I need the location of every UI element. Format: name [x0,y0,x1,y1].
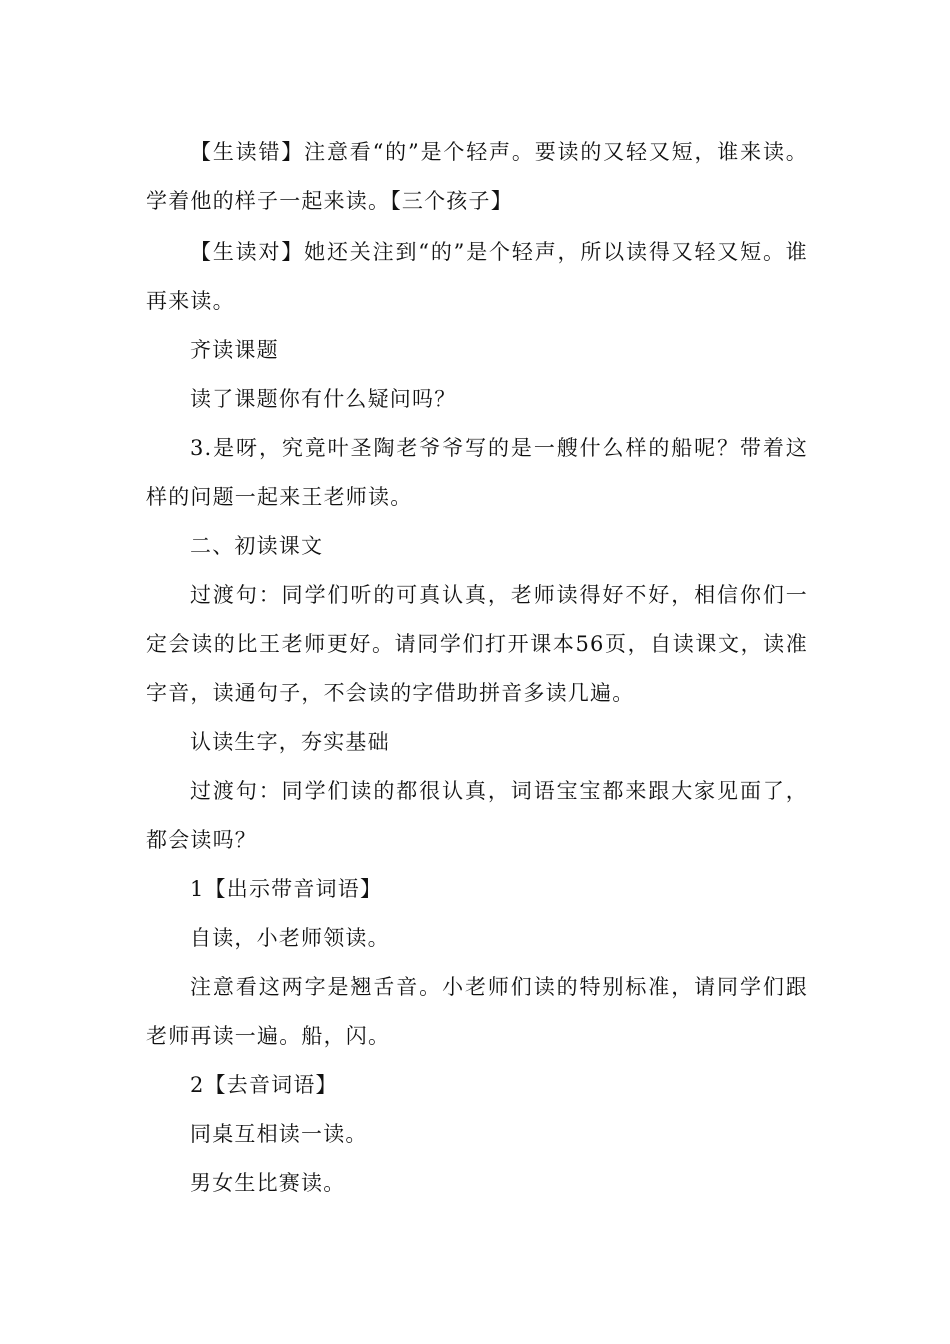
paragraph-self-read: 自读，小老师领读。 [190,926,390,950]
paragraph-desk-mate-read: 同桌互相读一读。 [190,1122,368,1146]
paragraph-retroflex-note: 注意看这两字是翘舌音。小老师们读的特别标准，请同学们跟老师再读一遍。船，闪。 [146,975,808,1048]
paragraph-recognize-characters: 认读生字，夯实基础 [190,730,390,754]
paragraph-question: 读了课题你有什么疑问吗？ [190,387,457,411]
paragraph-transition-1: 过渡句：同学们听的可真认真，老师读得好不好，相信你们一定会读的比王老师更好。请同学们打开课本56页，自读课文，读准字音，读通句子，不会读的字借助拼音多读几遍。 [146,583,808,705]
document-body [146,128,808,1208]
paragraph-item-2: 2【去音词语】 [190,1073,338,1097]
paragraph-item-1: 1【出示带音词语】 [190,877,383,901]
paragraph-transition-2: 过渡句：同学们读的都很认真，词语宝宝都来跟大家见面了，都会读吗？ [146,779,808,852]
paragraph-read-title: 齐读课题 [190,338,279,362]
paragraph-boys-girls-contest: 男女生比赛读。 [190,1171,346,1195]
paragraph-step-3: 3.是呀，究竟叶圣陶老爷爷写的是一艘什么样的船呢？带着这样的问题一起来王老师读。 [146,436,808,509]
paragraph-student-misread: 【生读错】注意看“的”是个轻声。要读的又轻又短，谁来读。学着他的样子一起来读。【三个孩子】 [146,140,808,213]
paragraph-student-correct: 【生读对】她还关注到“的”是个轻声，所以读得又轻又短。谁再来读。 [146,240,808,313]
section-heading-initial-reading: 二、初读课文 [190,534,324,558]
